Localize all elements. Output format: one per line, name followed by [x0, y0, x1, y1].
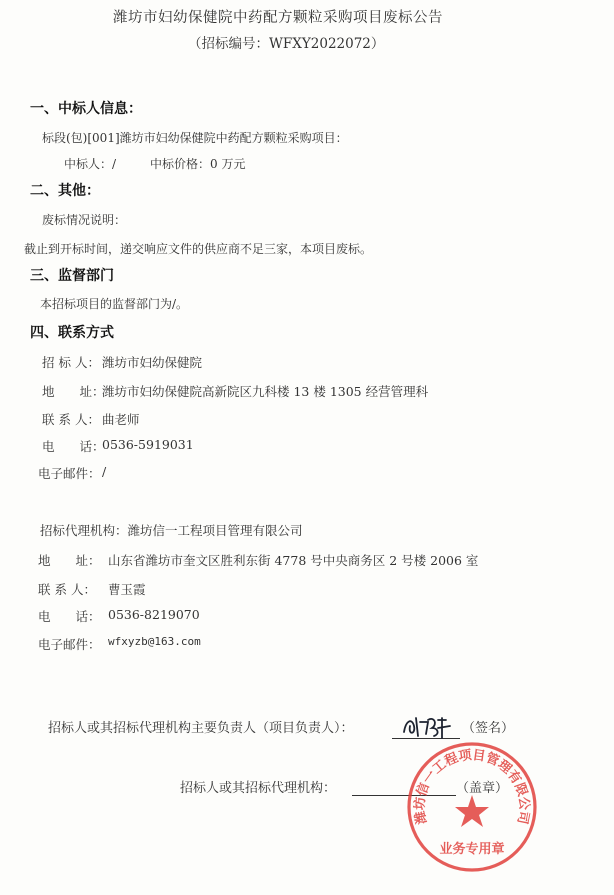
agency-phone-label: 电 话：	[38, 609, 101, 624]
winning-price-field: 中标价格：0 万元	[150, 157, 246, 171]
tenderer-email-label: 电子邮件：	[38, 466, 101, 481]
agency-address: 山东省潍坊市奎文区胜利东街 4778 号中央商务区 2 号楼 2006 室	[108, 553, 479, 568]
tenderer-email: /	[102, 464, 107, 479]
agency-contact-label: 联 系 人：	[38, 582, 96, 597]
section-heading-supervision: 三、监督部门	[30, 268, 114, 284]
winner-field: 中标人：/	[64, 157, 117, 171]
seal-suffix: （盖章）	[456, 781, 509, 796]
tenderer-contact: 曲老师	[102, 412, 140, 427]
agency-address-label: 地 址：	[38, 553, 101, 568]
signature-suffix: （签名）	[462, 721, 515, 736]
tenderer-address-label: 地 址：	[42, 384, 105, 399]
agency-contact: 曹玉霞	[108, 582, 146, 597]
abandon-label: 废标情况说明：	[42, 213, 127, 227]
stamp-subtext: 业务专用章	[439, 842, 505, 857]
tenderer-name-label: 招 标 人：	[42, 355, 100, 370]
responsible-person-label: 招标人或其招标代理机构主要负责人（项目负责人）：	[48, 721, 354, 736]
document-title: 潍坊市妇幼保健院中药配方颗粒采购项目废标公告	[113, 10, 443, 26]
tenderer-contact-label: 联 系 人：	[42, 412, 100, 427]
agency-name: 招标代理机构：潍坊信一工程项目管理有限公司	[40, 523, 303, 538]
section-heading-winner-info: 一、中标人信息：	[30, 101, 142, 117]
seal-label: 招标人或其招标代理机构：	[180, 781, 337, 796]
supervision-text: 本招标项目的监督部门为/。	[40, 297, 189, 311]
agency-email-label: 电子邮件：	[38, 637, 101, 652]
official-seal-stamp	[402, 737, 542, 877]
tenderer-address: 潍坊市妇幼保健院高新院区九科楼 13 楼 1305 经营管理科	[102, 384, 429, 399]
tenderer-phone-label: 电 话：	[42, 439, 105, 454]
tenderer-name: 潍坊市妇幼保健院	[102, 355, 203, 370]
section-heading-other: 二、其他：	[30, 183, 100, 199]
lot-line: 标段(包)[001]潍坊市妇幼保健院中药配方颗粒采购项目：	[42, 131, 348, 145]
tenderer-phone: 0536-5919031	[102, 437, 194, 452]
stamp-company-text: 潍坊信一工程项目管理有限公司	[412, 747, 532, 826]
tender-number: （招标编号：WFXY2022072）	[188, 36, 385, 52]
agency-phone: 0536-8219070	[108, 607, 200, 622]
section-heading-contact: 四、联系方式	[30, 325, 114, 341]
abandon-reason: 截止到开标时间，递交响应文件的供应商不足三家，本项目废标。	[24, 242, 373, 256]
agency-email: wfxyzb@163.com	[108, 635, 201, 648]
stamp-star-icon	[455, 795, 489, 827]
